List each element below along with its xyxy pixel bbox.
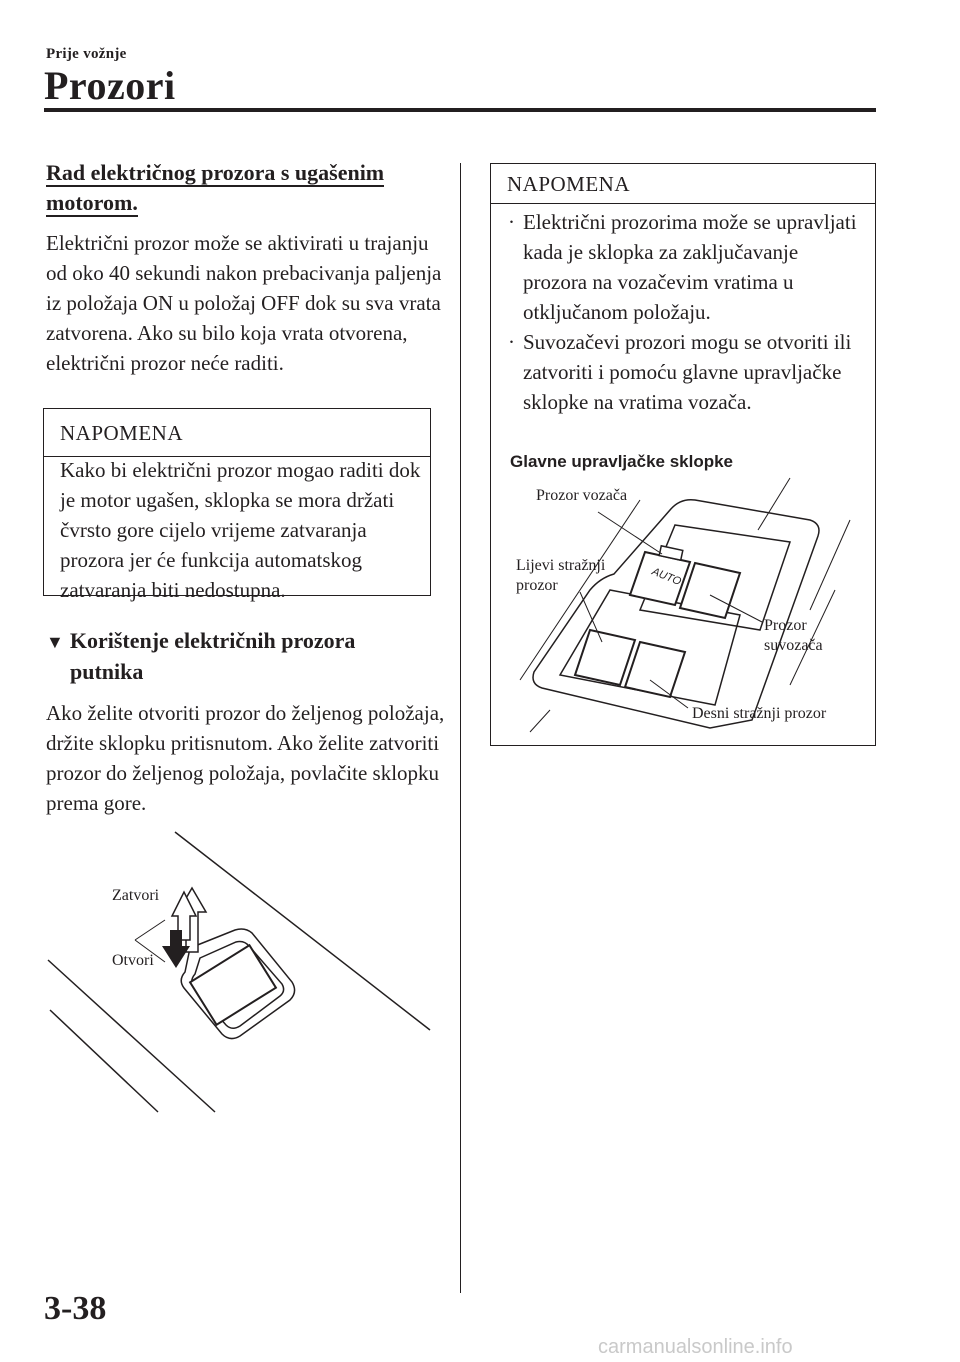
subheading-line1: Korištenje električnih prozora	[69, 628, 356, 653]
note-title-right: NAPOMENA	[507, 172, 631, 196]
header-rule	[44, 108, 876, 112]
page-number: 3-38	[44, 1290, 107, 1327]
figure-caption: Glavne upravljačke sklopke	[510, 452, 734, 471]
paragraph-engine-off: Električni prozor može se aktivirati u trajanju od oko 40 sekundi nakon prebacivanja paljenja iz položaja ON u položaj OFF dok su sva vrata zatvorena. Ako su bilo koja vrata otvorena, električni prozor neće raditi.	[46, 231, 442, 375]
section-heading-text: Rad električnog prozora s ugašenim motorom.	[46, 160, 385, 215]
label-driver-window: Prozor vozača	[536, 487, 628, 504]
subheading-line2: putnika	[70, 659, 144, 684]
bullet-text: Električni prozorima može se upravljati kada je sklopka za zaključavanje prozora na vozačevim vratima u otključanom položaju.	[523, 210, 857, 324]
label-passenger-line1: Prozor	[764, 617, 807, 634]
section-heading	[46, 158, 436, 218]
label-passenger-window	[764, 616, 823, 656]
label-left-rear-window	[516, 556, 605, 596]
note-separator-right	[491, 203, 875, 204]
window-switch-illustration	[40, 820, 440, 1120]
label-close: Zatvori	[112, 887, 160, 904]
main-control-switches-illustration	[490, 470, 876, 740]
label-right-rear-window: Desni stražnji prozor	[692, 705, 827, 722]
note-bullets	[506, 207, 866, 417]
page-title: Prozori	[44, 63, 176, 108]
subheading	[46, 626, 426, 687]
note-title: NAPOMENA	[60, 421, 184, 445]
bullet-dot: ·	[508, 210, 515, 234]
label-passenger-line2: suvozača	[764, 637, 823, 654]
label-left-rear-line1: Lijevi stražnji	[516, 557, 606, 574]
triangle-marker-icon: ▼	[46, 632, 64, 652]
column-divider	[460, 163, 461, 1293]
label-left-rear-line2: prozor	[516, 577, 558, 594]
label-open: Otvori	[112, 952, 154, 969]
bullet-item	[506, 327, 866, 417]
bullet-item	[506, 207, 866, 327]
paragraph-passenger-windows: Ako želite otvoriti prozor do željenog položaja, držite sklopku pritisnutom. Ako želite zatvoriti prozor do željenog položaja, povlačite sklopku prema gore.	[46, 701, 445, 815]
bullet-dot: ·	[508, 330, 515, 354]
footer-watermark: carmanualsonline.info	[598, 1336, 793, 1358]
breadcrumb: Prije vožnje	[46, 46, 127, 62]
note-body: Kako bi električni prozor mogao raditi dok je motor ugašen, sklopka se mora držati čvrsto gore cijelo vrijeme zatvaranja prozora jer će funkcija automatskog zatvaranja biti nedostupna.	[60, 458, 421, 602]
auto-label: AUTO	[650, 565, 683, 589]
bullet-text: Suvozačevi prozori mogu se otvoriti ili zatvoriti i pomoću glavne upravljačke sklopke na vratima vozača.	[523, 330, 852, 414]
